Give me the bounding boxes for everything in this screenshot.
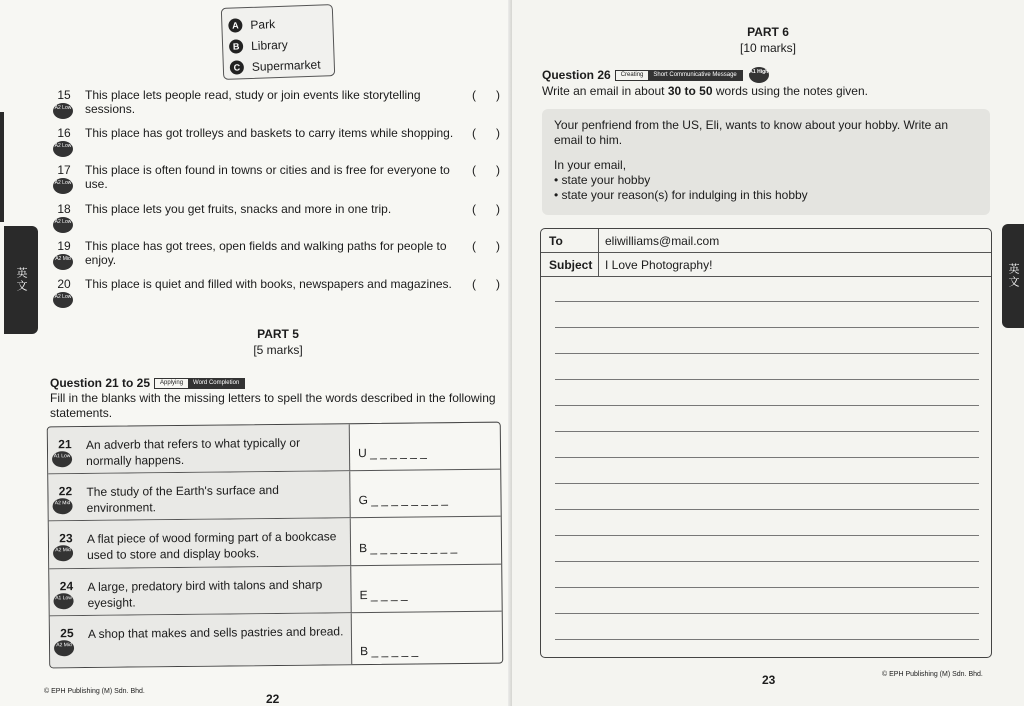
- word-definition: A flat piece of wood forming part of a bookcase used to store and display books.: [86, 529, 337, 562]
- question-number: 15: [57, 88, 71, 102]
- task-bullet: • state your reason(s) for indulging in this hobby: [554, 188, 978, 203]
- skill-type: Word Completion: [188, 379, 244, 388]
- question-text: This place has got trees, open fields and walking paths for people to enjoy.: [85, 239, 447, 267]
- writing-line: [555, 587, 979, 588]
- writing-line: [555, 379, 979, 380]
- question-heading: Question 21 to 25: [50, 376, 151, 390]
- question-16: [52, 126, 500, 149]
- copyright-left: © EPH Publishing (M) Sdn. Bhd.: [44, 688, 145, 695]
- bracket-close: ): [496, 239, 500, 253]
- part-title: PART 6: [747, 25, 789, 39]
- question-18: [52, 202, 500, 225]
- skill-level: Creating: [620, 71, 644, 78]
- row-number: 23: [59, 531, 73, 546]
- answer-blank[interactable]: E _ _ _ _: [359, 587, 408, 603]
- subject-side-tab: 英文: [1002, 224, 1024, 328]
- page-number-left: 22: [266, 692, 280, 706]
- question-text: This place has got trolleys and baskets to carry items while shopping.: [85, 126, 454, 140]
- bracket-close: ): [496, 88, 500, 102]
- email-to-row: [541, 229, 991, 253]
- level-badge: A2 Mid: [53, 545, 73, 561]
- skill-tag: [154, 378, 245, 389]
- question-17: [52, 163, 500, 191]
- subject-value[interactable]: I Love Photography!: [605, 258, 713, 272]
- level-badge: A2 Low: [53, 178, 73, 194]
- option-letter: C: [230, 60, 244, 74]
- skill-type: Short Communicative Message: [648, 71, 741, 80]
- row-number: 22: [58, 484, 73, 499]
- task-bullet: • state your hobby: [554, 173, 978, 188]
- question-text: This place lets you get fruits, snacks and more in one trip.: [85, 202, 392, 216]
- writing-line: [555, 327, 979, 328]
- to-value[interactable]: eliwilliams@mail.com: [605, 234, 720, 248]
- word-count: 30 to 50: [667, 84, 713, 98]
- answer-bracket[interactable]: [472, 239, 500, 253]
- question-19: [52, 239, 500, 267]
- word-row-21: [48, 422, 500, 474]
- word-completion-table: [47, 422, 504, 669]
- bracket-close: ): [496, 277, 500, 291]
- bracket-open: (: [472, 239, 476, 253]
- option-letter: A: [228, 18, 242, 32]
- part-marks: [5 marks]: [253, 343, 303, 357]
- level-badge: A1 High: [749, 67, 769, 83]
- answer-blank[interactable]: B _ _ _ _ _ _ _ _ _: [358, 540, 458, 556]
- email-writing-box: [540, 228, 992, 658]
- option-label: Library: [250, 37, 289, 53]
- skill-level: Applying: [160, 379, 184, 386]
- writing-line: [555, 431, 979, 432]
- question-20: [52, 277, 500, 300]
- word-definition: A shop that makes and sells pastries and bread.: [87, 624, 344, 641]
- bracket-open: (: [472, 88, 476, 102]
- word-definition: An adverb that refers to what typically or normally happens.: [85, 435, 301, 468]
- to-label: To: [541, 229, 599, 252]
- part6-heading: [708, 25, 828, 55]
- writing-line: [555, 301, 979, 302]
- task-notes-box: [542, 109, 990, 215]
- option-label: Park: [250, 16, 276, 32]
- writing-line: [555, 483, 979, 484]
- question-number: 18: [57, 202, 71, 216]
- bracket-open: (: [472, 202, 476, 216]
- bracket-close: ): [496, 202, 500, 216]
- option-label: Supermarket: [251, 57, 321, 74]
- question-21-25-heading: [50, 376, 245, 390]
- question-text: This place is often found in towns or cities and is free for everyone to use.: [85, 163, 450, 191]
- answer-bracket[interactable]: [472, 88, 500, 102]
- level-badge: A1 Low: [52, 451, 72, 467]
- bracket-open: (: [472, 163, 476, 177]
- page-number-right: 23: [762, 673, 776, 687]
- subject-label: Subject: [541, 253, 599, 276]
- option-letter: B: [229, 39, 243, 53]
- answer-blank[interactable]: U _ _ _ _ _ _: [357, 445, 427, 461]
- email-subject-row: [541, 253, 991, 277]
- word-row-23: [49, 516, 501, 569]
- level-badge: A2 Low: [53, 292, 73, 308]
- level-badge: A2 Low: [53, 103, 73, 119]
- answer-bracket[interactable]: [472, 126, 500, 140]
- bracket-close: ): [496, 163, 500, 177]
- level-badge: A2 Mid: [52, 498, 72, 514]
- question-number: 20: [57, 277, 71, 291]
- level-badge: A1 Low: [53, 593, 73, 609]
- part-title: PART 5: [257, 327, 299, 341]
- word-row-22: [48, 469, 500, 521]
- answer-bracket[interactable]: [472, 163, 500, 177]
- question-text: This place is quiet and filled with books, newspapers and magazines.: [85, 277, 452, 291]
- instruction-text: words using the notes given.: [712, 84, 868, 98]
- task-intro: Your penfriend from the US, Eli, wants to know about your hobby. Write an email to him.: [554, 118, 948, 147]
- writing-line: [555, 457, 979, 458]
- part6-instruction: [542, 84, 868, 99]
- bracket-close: ): [496, 126, 500, 140]
- word-row-24: [49, 564, 501, 616]
- copyright-right: © EPH Publishing (M) Sdn. Bhd.: [882, 671, 983, 678]
- word-definition: The study of the Earth's surface and environment.: [86, 482, 279, 515]
- subject-side-tab: 英文: [4, 226, 38, 334]
- question-number: 16: [57, 126, 71, 140]
- side-bar-line: [0, 112, 4, 222]
- skill-tag: [615, 70, 743, 81]
- answer-bracket[interactable]: [472, 277, 500, 291]
- part-marks: [10 marks]: [739, 41, 796, 55]
- bracket-open: (: [472, 277, 476, 291]
- writing-line: [555, 639, 979, 640]
- question-text: This place lets people read, study or join events like storytelling sessions.: [85, 88, 421, 116]
- question-number: 19: [57, 239, 71, 253]
- instruction-text: Write an email in about: [542, 84, 668, 98]
- writing-line: [555, 509, 979, 510]
- options-box: [221, 4, 335, 80]
- row-number: 21: [58, 437, 72, 452]
- question-15: [52, 88, 500, 116]
- part5-instruction: Fill in the blanks with the missing letters to spell the words described in the following statements.: [50, 391, 496, 420]
- answer-bracket[interactable]: [472, 202, 500, 216]
- option-c: [229, 53, 328, 77]
- word-row-25: [50, 611, 503, 669]
- answer-blank[interactable]: B _ _ _ _ _: [360, 643, 419, 659]
- writing-line: [555, 353, 979, 354]
- question-number: 17: [57, 163, 71, 177]
- bracket-open: (: [472, 126, 476, 140]
- writing-line: [555, 535, 979, 536]
- level-badge: A2 Low: [53, 217, 73, 233]
- level-badge: A2 Mid: [53, 254, 73, 270]
- writing-line: [555, 405, 979, 406]
- level-badge: A2 Low: [53, 141, 73, 157]
- question-heading: Question 26: [542, 68, 611, 82]
- row-number: 24: [59, 579, 74, 594]
- writing-line: [555, 613, 979, 614]
- level-badge: A2 Mid: [54, 640, 74, 656]
- row-number: 25: [60, 626, 74, 641]
- question-26-heading: [542, 67, 769, 83]
- task-lead: In your email,: [554, 158, 627, 172]
- word-definition: A large, predatory bird with talons and sharp eyesight.: [87, 577, 323, 610]
- part5-heading: [218, 327, 338, 357]
- writing-line: [555, 561, 979, 562]
- answer-blank[interactable]: G _ _ _ _ _ _ _ _: [358, 492, 449, 508]
